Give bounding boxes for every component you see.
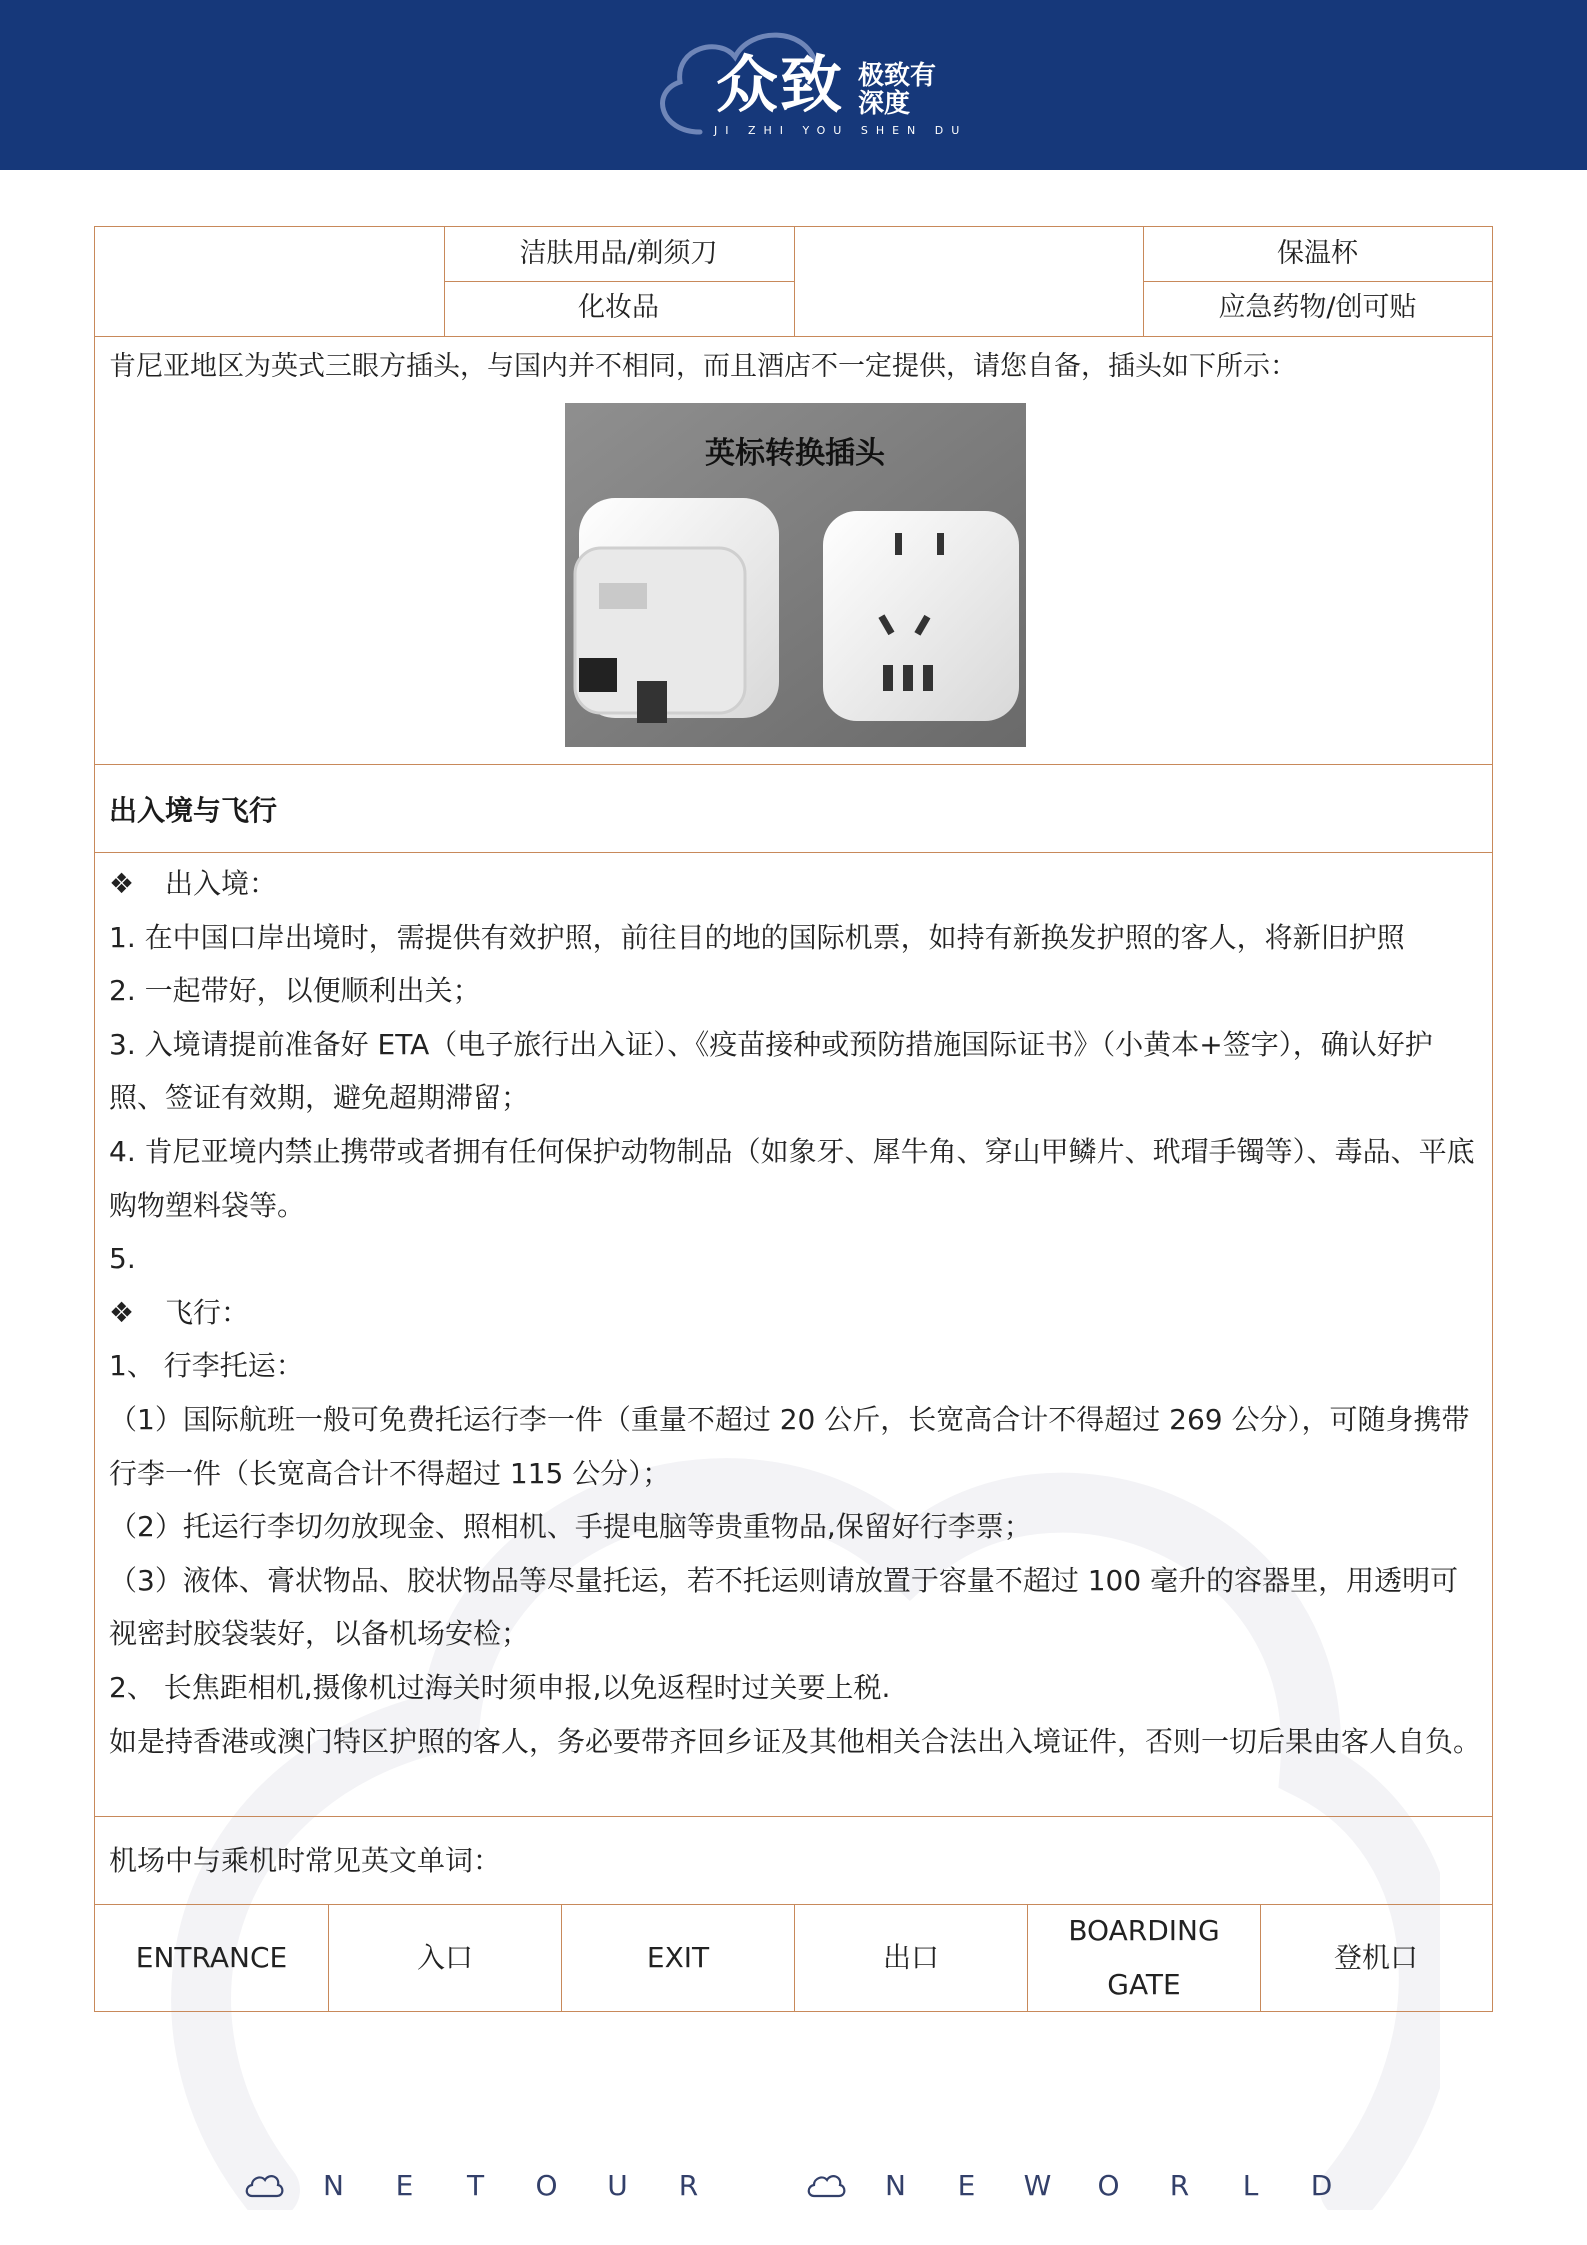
brand-main: 众致 [716,48,845,121]
footer-letter: N [885,2168,906,2202]
page-header [0,0,1587,170]
entry-item: 2. 一起带好，以便顺利出关； [109,974,481,1008]
page-footer [0,2160,1587,2210]
packing-item: 化妆品 [578,292,659,323]
vocab-word: 入口 [328,1905,561,2011]
footer-letter: O [1097,2168,1120,2202]
bullet-icon: ❖ [109,867,135,900]
brand-logo [640,22,968,152]
vocab-title: 机场中与乘机时常见英文单词： [109,1844,502,1877]
cloud-icon [244,2170,284,2200]
footer-letter: L [1242,2168,1259,2202]
packing-item: 洁肤用品/剃须刀 [519,238,718,269]
luggage-item: （3）液体、膏状物品、胶状物品等尽量托运，若不托运则请放置于容量不超过 100 毫升的容器里，用透明可视密封胶袋装好，以备机场安检； [109,1563,1459,1651]
hk-note: 如是持香港或澳门特区护照的客人，务必要带齐回乡证及其他相关合法出入境证件，否则一切后果由客人自负。 [109,1724,1482,1758]
footer-letter: W [1023,2168,1052,2202]
luggage-heading: 1、 行李托运： [109,1349,304,1383]
footer-letter: O [535,2168,558,2202]
entry-item: 3. 入境请提前准备好 ETA（电子旅行出入证）、《疫苗接种或预防措施国际证书》（小黄本+签字），确认好护照、签证有效期，避免超期滞留； [109,1027,1433,1115]
bullet-icon: ❖ [109,1295,135,1329]
plug-caption: 英标转换插头 [705,436,885,471]
footer-letter: D [1310,2168,1333,2202]
content-row [95,853,1492,1817]
entry-item: 5. [109,1242,136,1276]
section-title: 出入境与飞行 [109,794,278,827]
luggage-item: （1）国际航班一般可免费托运行李一件（重量不超过 20 公斤，长宽高合计不得超过 269 公分），可随身携带行李一件（长宽高合计不得超过 115 公分）； [109,1402,1470,1490]
plug-adapter-image [565,403,1026,747]
vocab-word: ENTRANCE [135,1941,288,1974]
vocab-word: EXIT [561,1905,794,2011]
footer-letter: E [957,2168,976,2202]
footer-neworld [806,2160,1357,2210]
footer-letter: T [466,2168,485,2202]
footer-letter: U [607,2168,628,2202]
camera-note: 2、 长焦距相机,摄像机过海关时须申报,以免返程时过关要上税. [109,1670,891,1704]
vocab-word: 登机口 [1260,1905,1491,2011]
footer-letter: N [323,2168,344,2202]
entry-item: 4. 肯尼亚境内禁止携带或者拥有任何保护动物制品（如象牙、犀牛角、穿山甲鳞片、玳瑁手镯等）、毒品、平底购物塑料袋等。 [109,1134,1475,1222]
info-table [94,226,1493,2012]
luggage-item: （2）托运行李切勿放现金、照相机、手提电脑等贵重物品,保留好行李票； [109,1510,1032,1544]
brand-tagline: 极致有深度 [858,61,937,119]
vocab-words-row [95,1905,1492,2011]
footer-netour [244,2160,724,2210]
packing-item: 保温杯 [1277,238,1358,269]
cloud-icon [806,2170,846,2200]
brand-pinyin: JI ZHI YOU SHEN DU [714,124,968,137]
plug-intro: 肯尼亚地区为英式三眼方插头，与国内并不相同，而且酒店不一定提供，请您自备，插头如下所示： [109,351,1297,382]
vocab-title-row [95,1817,1492,1905]
footer-letter: R [678,2168,699,2202]
entry-heading: ❖ 出入境： [109,857,1481,911]
footer-letter: R [1169,2168,1190,2202]
packing-item: 应急药物/创可贴 [1218,292,1417,323]
vocab-word: 出口 [794,1905,1027,2011]
footer-letter: E [395,2168,414,2202]
section-heading-row [95,765,1492,853]
packing-row [95,227,1492,337]
vocab-word: BOARDING GATE [1027,1905,1260,2011]
content-body [109,857,1481,1768]
flight-heading: ❖ 飞行： [109,1286,1481,1340]
entry-item: 1. 在中国口岸出境时，需提供有效护照，前往目的地的国际机票，如持有新换发护照的客人，将新旧护照 [109,920,1405,954]
plug-row [95,337,1492,765]
